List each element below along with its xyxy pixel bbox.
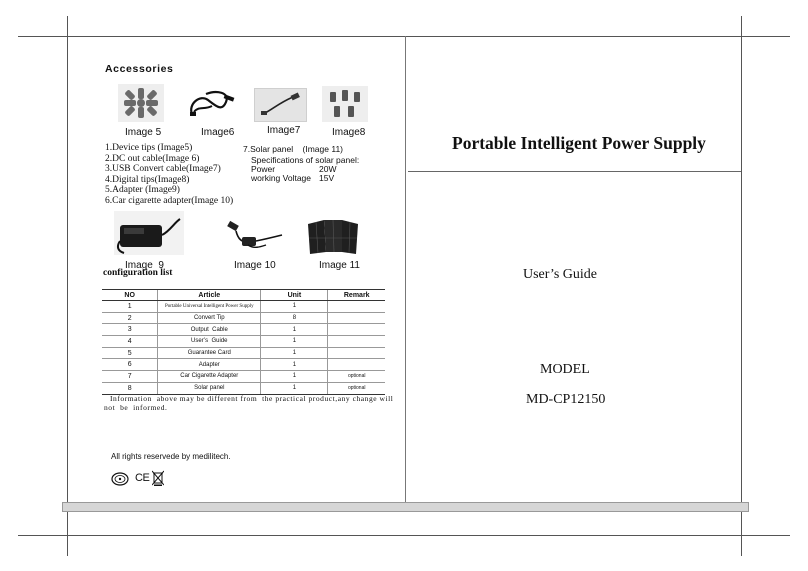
cell-remark xyxy=(328,336,385,348)
model-label: MODEL xyxy=(540,362,590,377)
table-row xyxy=(102,382,385,394)
solar-voltage-label: working Voltage xyxy=(251,173,312,183)
accessories-heading: Accessories xyxy=(105,63,174,75)
right-crop-line xyxy=(741,16,742,556)
solar-spec-title: Specifications of solar panel: xyxy=(251,155,360,165)
cell-article: Solar panel xyxy=(158,382,261,394)
left-crop-line xyxy=(67,16,68,556)
config-list-title: configuration list xyxy=(103,268,173,278)
list-item: 2.DC out cable(Image 6) xyxy=(105,153,200,164)
cell-unit: 1 xyxy=(261,347,328,359)
table-header-row xyxy=(102,290,385,301)
cell-no: 5 xyxy=(102,347,158,359)
cell-remark: optional xyxy=(328,382,385,394)
cell-article: Guarantee Card xyxy=(158,347,261,359)
bottom-crop-line xyxy=(18,535,790,536)
cell-unit: 1 xyxy=(261,359,328,371)
notice-line-2: not be informed. xyxy=(104,403,168,412)
col-header-no: NO xyxy=(102,290,158,301)
cell-article: User’s Guide xyxy=(158,336,261,348)
col-header-remark: Remark xyxy=(328,290,385,301)
cell-remark xyxy=(328,301,385,313)
cell-no: 6 xyxy=(102,359,158,371)
list-item: 3.USB Convert cable(Image7) xyxy=(105,164,221,175)
accessory-list xyxy=(105,143,233,207)
digital-tips-photo xyxy=(322,86,368,122)
users-guide: User’s Guide xyxy=(523,267,598,282)
rights-text: All rights reservede by medilitech. xyxy=(111,452,231,461)
cell-unit: 1 xyxy=(261,382,328,394)
config-table xyxy=(102,289,385,395)
cell-remark xyxy=(328,312,385,324)
cell-article: Output Cable xyxy=(158,324,261,336)
fold-line xyxy=(405,36,406,508)
image10-caption: Image 10 xyxy=(234,260,276,271)
car-adapter-photo xyxy=(218,215,286,255)
cell-remark xyxy=(328,324,385,336)
dc-cable-photo xyxy=(186,86,238,120)
list-item: 4.Digital tips(Image8) xyxy=(105,174,190,185)
table-row xyxy=(102,336,385,348)
title-underline xyxy=(408,171,741,172)
image6-caption: Image6 xyxy=(201,127,235,138)
ce-mark: CE xyxy=(135,472,150,484)
ccc-mark-icon xyxy=(111,472,129,486)
table-row xyxy=(102,301,385,313)
adapter-photo xyxy=(114,211,184,255)
cell-no: 7 xyxy=(102,371,158,383)
table-row xyxy=(102,324,385,336)
cell-unit: 1 xyxy=(261,301,328,313)
cell-no: 1 xyxy=(102,301,158,313)
cell-article: Adapter xyxy=(158,359,261,371)
table-row xyxy=(102,347,385,359)
solar-power-value: 20W xyxy=(319,164,337,174)
image9-caption: Image 9 xyxy=(125,260,164,271)
solar-panel-photo xyxy=(304,216,362,256)
list-item: 6.Car cigarette adapter(Image 10) xyxy=(105,195,234,206)
usb-cable-photo xyxy=(254,88,307,122)
cell-no: 8 xyxy=(102,382,158,394)
table-row xyxy=(102,359,385,371)
weee-bin-icon xyxy=(152,470,164,486)
solar-power-label: Power xyxy=(251,164,276,174)
image5-caption: Image 5 xyxy=(125,127,162,138)
cell-article: Portable Universal Intelligent Power Supply xyxy=(158,301,261,313)
table-row xyxy=(102,371,385,383)
notice-line-1: Information above may be different from the practical product,any change will xyxy=(110,394,394,403)
image8-caption: Image8 xyxy=(332,127,366,138)
cell-no: 3 xyxy=(102,324,158,336)
cell-remark xyxy=(328,347,385,359)
list-item: 5.Adapter (Image9) xyxy=(105,185,180,196)
cell-unit: 1 xyxy=(261,371,328,383)
image11-caption: Image 11 xyxy=(319,260,360,271)
cell-unit: 1 xyxy=(261,324,328,336)
table-row xyxy=(102,312,385,324)
col-header-unit: Unit xyxy=(261,290,328,301)
col-header-article: Article xyxy=(158,290,261,301)
list-item: 1.Device tips (Image5) xyxy=(105,143,193,153)
solar-voltage-value: 15V xyxy=(319,173,335,183)
model-number: MD-CP12150 xyxy=(526,392,606,407)
cell-no: 2 xyxy=(102,312,158,324)
cell-article: Convert Tip xyxy=(158,312,261,324)
cell-article: Car Cigarette Adapter xyxy=(158,371,261,383)
image7-caption: Image7 xyxy=(267,125,301,136)
bottom-bar xyxy=(62,502,749,512)
product-title: Portable Intelligent Power Supply xyxy=(452,133,706,153)
top-crop-line xyxy=(18,36,790,37)
device-tips-photo xyxy=(118,84,164,122)
cell-unit: 1 xyxy=(261,336,328,348)
cell-unit: 8 xyxy=(261,312,328,324)
cell-remark: optional xyxy=(328,371,385,383)
cell-no: 4 xyxy=(102,336,158,348)
cell-remark xyxy=(328,359,385,371)
solar-panel-item: 7.Solar panel (Image 11) xyxy=(243,144,344,154)
